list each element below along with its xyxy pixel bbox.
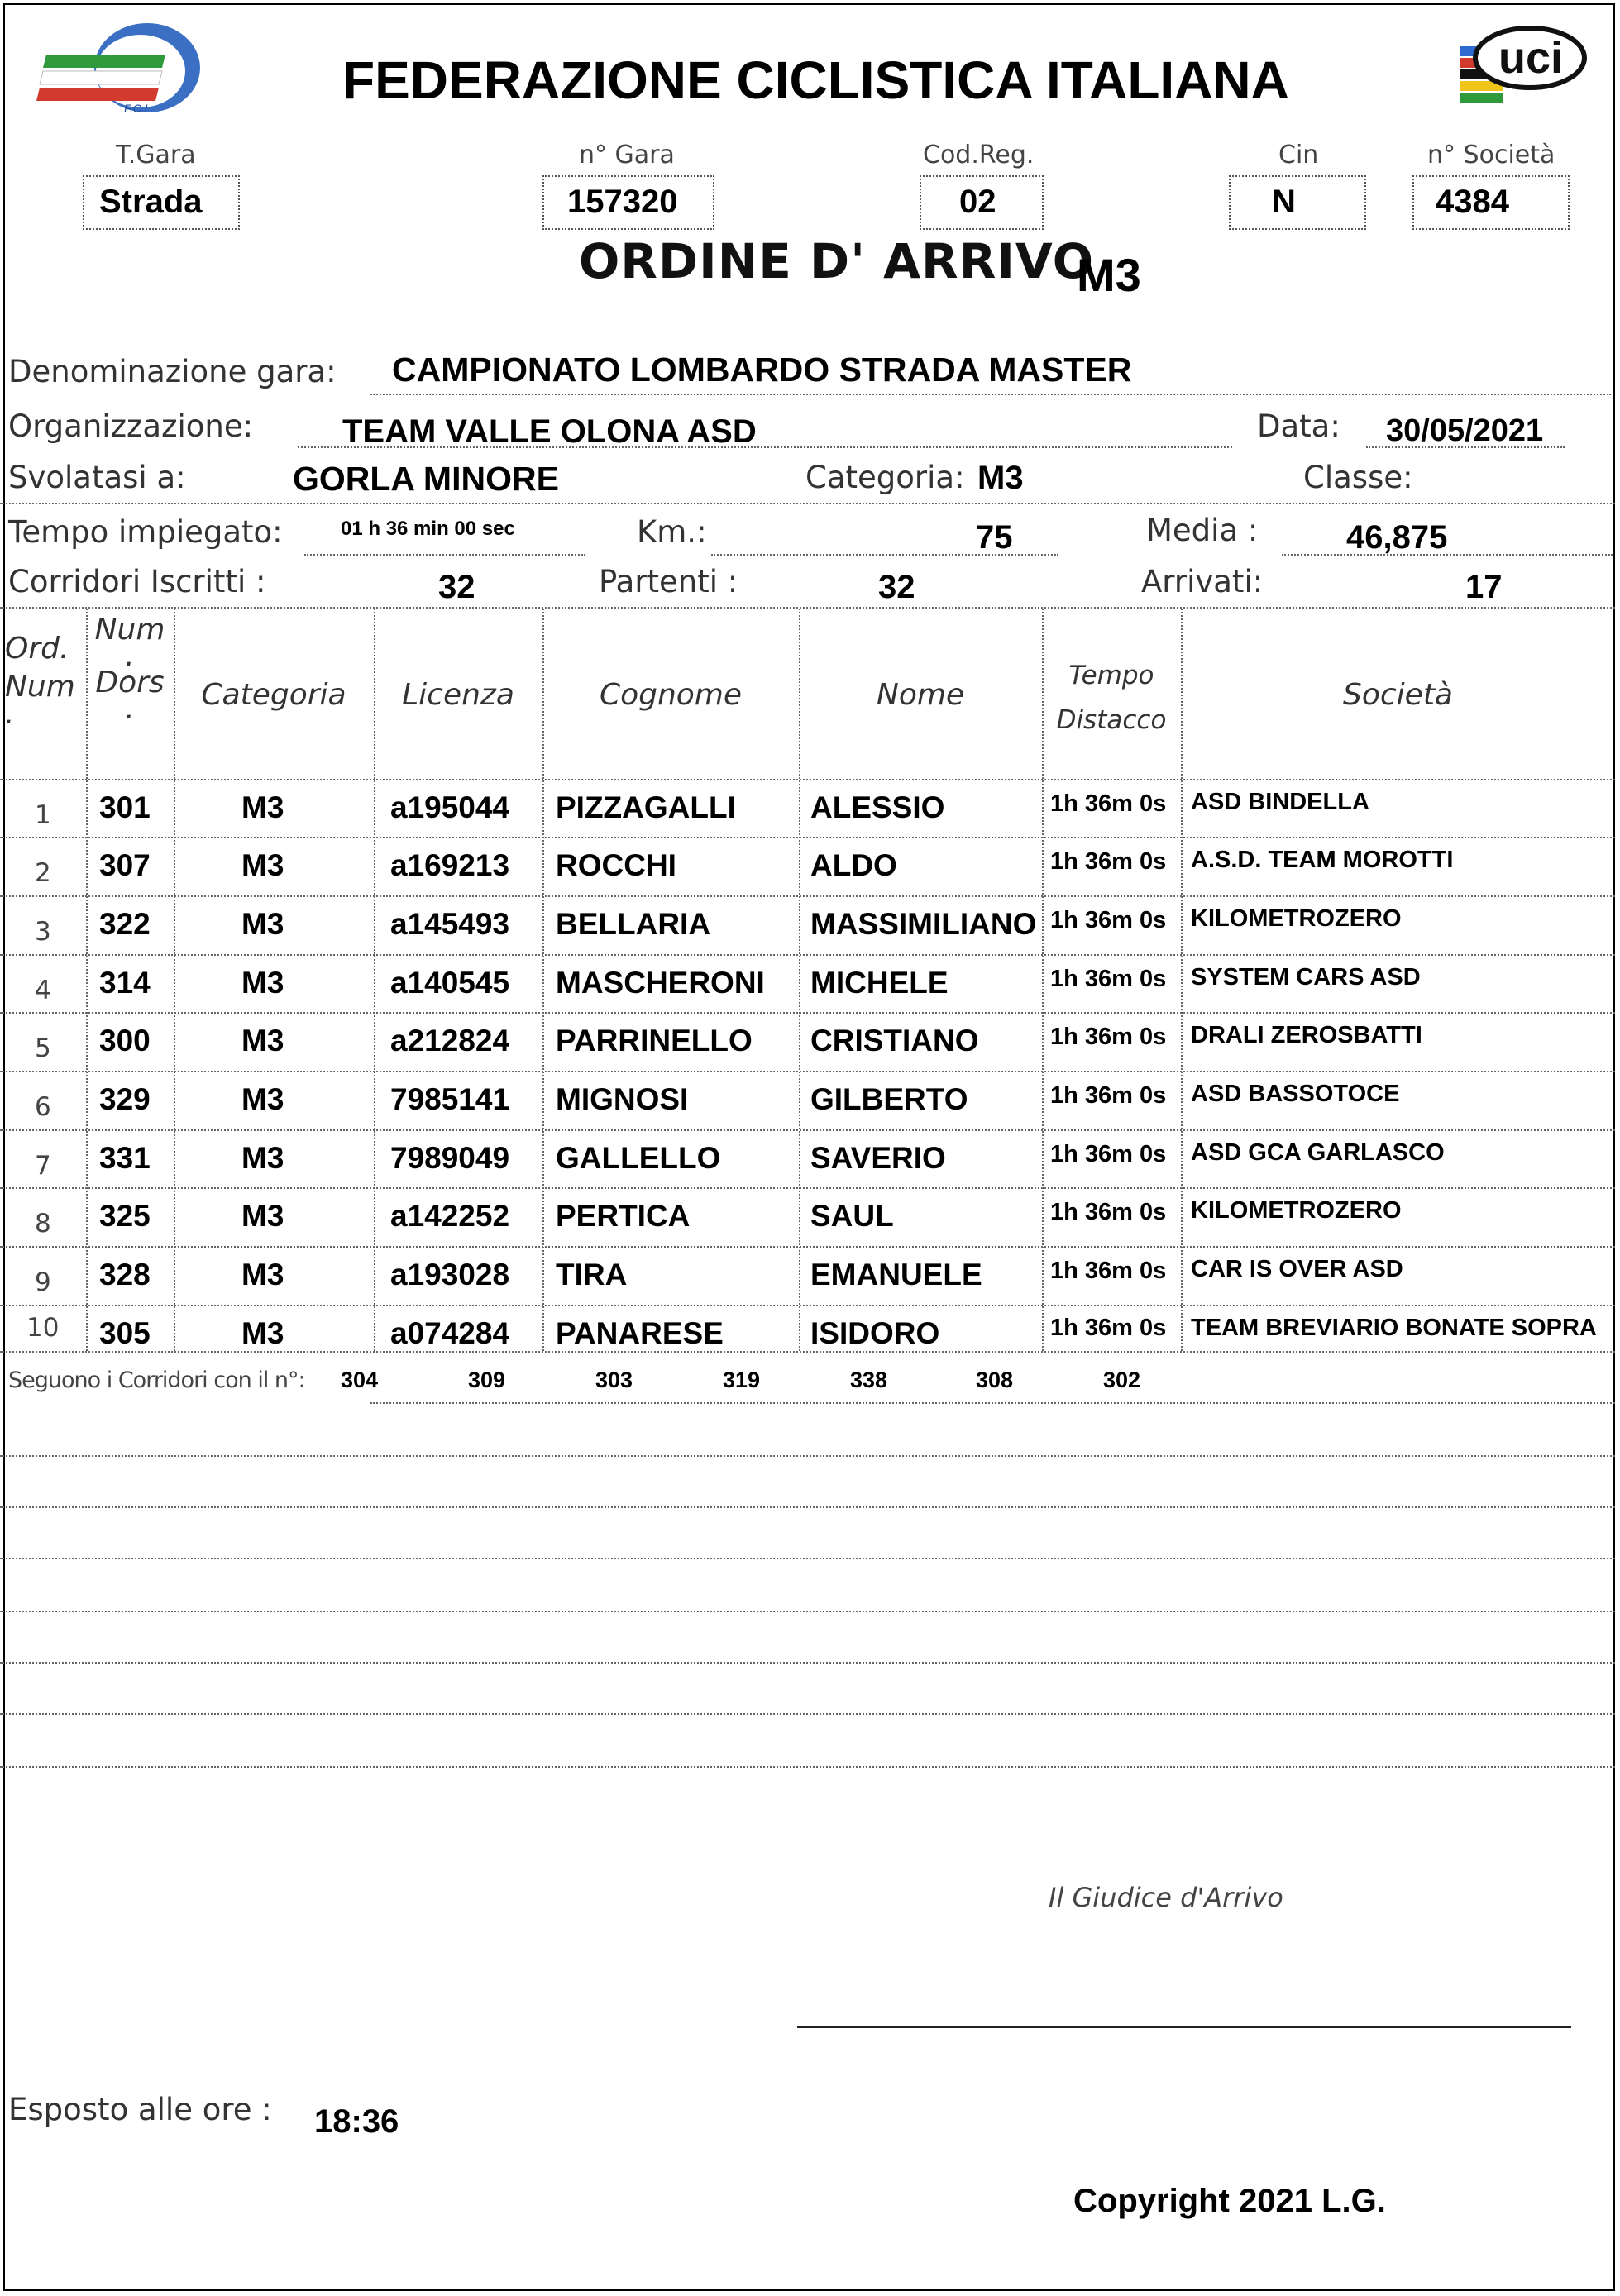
esposto-label: Esposto alle ore :: [8, 2092, 272, 2127]
iscritti-label: Corridori Iscritti :: [8, 564, 266, 599]
cell-lic: a212824: [390, 1024, 510, 1057]
organizzazione-label: Organizzazione:: [8, 408, 254, 444]
cell-ord: 5: [35, 1033, 51, 1063]
cin-label: Cin: [1278, 141, 1319, 169]
cell-nome: MICHELE: [810, 966, 949, 1000]
cell-lic: a195044: [390, 790, 510, 824]
denominazione-value: CAMPIONATO LOMBARDO STRADA MASTER: [392, 351, 1132, 389]
cell-ord: 8: [35, 1209, 51, 1239]
fci-logo-text: F.C.I: [124, 102, 148, 114]
cell-ord: 7: [35, 1151, 51, 1181]
subtitle: ORDINE D' ARRIVO: [579, 233, 1095, 289]
categoria-label: Categoria:: [805, 460, 965, 495]
cell-cognome: TIRA: [556, 1258, 628, 1291]
cell-tempo: 1h 36m 0s: [1050, 1199, 1167, 1225]
cell-nome: GILBERTO: [810, 1082, 968, 1116]
cell-nome: EMANUELE: [810, 1258, 982, 1291]
cell-num: 322: [99, 907, 151, 941]
n-gara-value: 157320: [542, 175, 714, 230]
cell-cognome: GALLELLO: [556, 1141, 721, 1175]
media-value: 46,875: [1346, 519, 1448, 556]
data-label: Data:: [1257, 408, 1340, 444]
arrivati-label: Arrivati:: [1141, 564, 1264, 599]
cell-tempo: 1h 36m 0s: [1050, 1315, 1167, 1341]
cell-cognome: PIZZAGALLI: [556, 790, 736, 824]
cell-cat: M3: [241, 907, 284, 941]
cell-societa: A.S.D. TEAM MOROTTI: [1191, 847, 1454, 873]
header-tempo-distacco: Tempo Distacco: [1056, 661, 1167, 735]
cell-tempo: 1h 36m 0s: [1050, 848, 1167, 875]
header-licenza: Licenza: [402, 678, 514, 712]
cell-nome: SAUL: [810, 1199, 894, 1233]
tempo-label: Tempo impiegato:: [8, 514, 283, 550]
km-value: 75: [976, 519, 1013, 556]
seguono-number: 304: [341, 1368, 379, 1392]
cell-cognome: PERTICA: [556, 1199, 691, 1233]
cell-ord: 9: [35, 1267, 51, 1297]
cell-cognome: MASCHERONI: [556, 966, 765, 1000]
cell-lic: a140545: [390, 966, 510, 1000]
cell-tempo: 1h 36m 0s: [1050, 1082, 1167, 1109]
giudice-label: Il Giudice d'Arrivo: [1049, 1882, 1283, 1913]
uci-logo-text: uci: [1498, 33, 1564, 83]
cell-societa: ASD GCA GARLASCO: [1191, 1139, 1445, 1166]
km-label: Km.:: [637, 514, 707, 550]
seguono-number: 338: [850, 1368, 888, 1392]
cell-cognome: MIGNOSI: [556, 1082, 689, 1116]
arrivati-value: 17: [1465, 569, 1503, 605]
cell-ord: 2: [35, 858, 51, 888]
cell-num: 331: [99, 1141, 151, 1175]
cell-nome: MASSIMILIANO: [810, 907, 1037, 941]
uci-logo: [1452, 21, 1588, 112]
header-num-dors: Num . Dors .: [94, 613, 165, 726]
iscritti-value: 32: [438, 569, 475, 605]
seguono-number: 302: [1103, 1368, 1141, 1392]
n-societa-value: 4384: [1412, 175, 1570, 230]
cell-num: 314: [99, 966, 151, 1000]
classe-label: Classe:: [1303, 460, 1413, 495]
cell-cat: M3: [241, 1316, 284, 1350]
copyright: Copyright 2021 L.G.: [1073, 2183, 1386, 2219]
cell-num: 328: [99, 1258, 151, 1291]
cell-num: 301: [99, 790, 151, 824]
header-societa: Società: [1343, 678, 1453, 712]
cell-tempo: 1h 36m 0s: [1050, 1141, 1167, 1167]
organizzazione-value: TEAM VALLE OLONA ASD: [342, 413, 757, 450]
n-gara-label: n° Gara: [579, 141, 675, 169]
header-nome: Nome: [876, 678, 965, 712]
cell-lic: a074284: [390, 1316, 510, 1350]
tempo-value: 01 h 36 min 00 sec: [341, 518, 515, 540]
cell-cat: M3: [241, 790, 284, 824]
cell-num: 305: [99, 1316, 151, 1350]
cell-cat: M3: [241, 966, 284, 1000]
t-gara-label: T.Gara: [116, 141, 196, 169]
cod-reg-value: 02: [920, 175, 1044, 230]
cell-societa: TEAM BREVIARIO BONATE SOPRA: [1191, 1315, 1597, 1341]
cell-nome: ALESSIO: [810, 790, 945, 824]
n-societa-label: n° Società: [1427, 141, 1555, 169]
cell-cat: M3: [241, 1141, 284, 1175]
cell-lic: a142252: [390, 1199, 510, 1233]
cell-lic: 7985141: [390, 1082, 510, 1116]
cell-ord: 6: [35, 1092, 51, 1122]
cell-tempo: 1h 36m 0s: [1050, 966, 1167, 992]
fci-logo: [31, 21, 203, 114]
cell-cat: M3: [241, 1082, 284, 1116]
cell-cognome: PARRINELLO: [556, 1024, 753, 1057]
cell-num: 329: [99, 1082, 151, 1116]
cell-cognome: BELLARIA: [556, 907, 711, 941]
cell-nome: CRISTIANO: [810, 1024, 979, 1057]
seguono-number: 308: [976, 1368, 1014, 1392]
cell-cognome: PANARESE: [556, 1316, 724, 1350]
cod-reg-label: Cod.Reg.: [923, 141, 1035, 169]
cell-nome: ALDO: [810, 848, 897, 882]
media-label: Media :: [1146, 513, 1259, 548]
page-title: FEDERAZIONE CICLISTICA ITALIANA: [342, 50, 1289, 110]
cell-num: 325: [99, 1199, 151, 1233]
cell-tempo: 1h 36m 0s: [1050, 1024, 1167, 1050]
cell-societa: CAR IS OVER ASD: [1191, 1256, 1403, 1282]
data-value: 30/05/2021: [1386, 413, 1544, 448]
cell-ord: 4: [35, 976, 51, 1005]
cell-ord: 10: [26, 1313, 60, 1343]
cell-societa: DRALI ZEROSBATTI: [1191, 1022, 1422, 1048]
header-cognome: Cognome: [599, 678, 743, 712]
seguono-number: 319: [723, 1368, 761, 1392]
esposto-value: 18:36: [314, 2103, 399, 2140]
cell-nome: SAVERIO: [810, 1141, 946, 1175]
cell-cat: M3: [241, 1024, 284, 1057]
denominazione-label: Denominazione gara:: [8, 354, 337, 389]
svolatasi-label: Svolatasi a:: [8, 460, 186, 495]
categoria-value: M3: [977, 460, 1024, 496]
seguono-label: Seguono i Corridori con il n°:: [8, 1368, 305, 1393]
partenti-label: Partenti :: [599, 564, 738, 599]
svolatasi-value: GORLA MINORE: [293, 460, 559, 498]
header-categoria: Categoria: [201, 678, 346, 712]
cell-societa: KILOMETROZERO: [1191, 905, 1402, 932]
cell-ord: 3: [35, 917, 51, 947]
cell-cat: M3: [241, 1258, 284, 1291]
cin-value: N: [1229, 175, 1366, 230]
cell-societa: ASD BASSOTOCE: [1191, 1081, 1400, 1107]
cell-cat: M3: [241, 848, 284, 882]
cell-lic: a193028: [390, 1258, 510, 1291]
cell-societa: ASD BINDELLA: [1191, 789, 1369, 815]
cell-num: 300: [99, 1024, 151, 1057]
cell-num: 307: [99, 848, 151, 882]
cell-societa: SYSTEM CARS ASD: [1191, 964, 1421, 990]
signature-line: [797, 2026, 1571, 2028]
seguono-number: 309: [468, 1368, 506, 1392]
cell-lic: a169213: [390, 848, 510, 882]
cell-tempo: 1h 36m 0s: [1050, 1258, 1167, 1284]
header-ord: Ord. Num .: [5, 632, 75, 731]
cell-cognome: ROCCHI: [556, 848, 676, 882]
cell-lic: a145493: [390, 907, 510, 941]
cell-tempo: 1h 36m 0s: [1050, 790, 1167, 817]
cell-cat: M3: [241, 1199, 284, 1233]
partenti-value: 32: [878, 569, 915, 605]
cell-tempo: 1h 36m 0s: [1050, 907, 1167, 933]
category-code: M3: [1077, 249, 1141, 301]
cell-ord: 1: [35, 800, 51, 830]
cell-lic: 7989049: [390, 1141, 510, 1175]
t-gara-value: Strada: [83, 175, 240, 230]
cell-societa: KILOMETROZERO: [1191, 1197, 1402, 1224]
seguono-number: 303: [595, 1368, 633, 1392]
cell-nome: ISIDORO: [810, 1316, 940, 1350]
